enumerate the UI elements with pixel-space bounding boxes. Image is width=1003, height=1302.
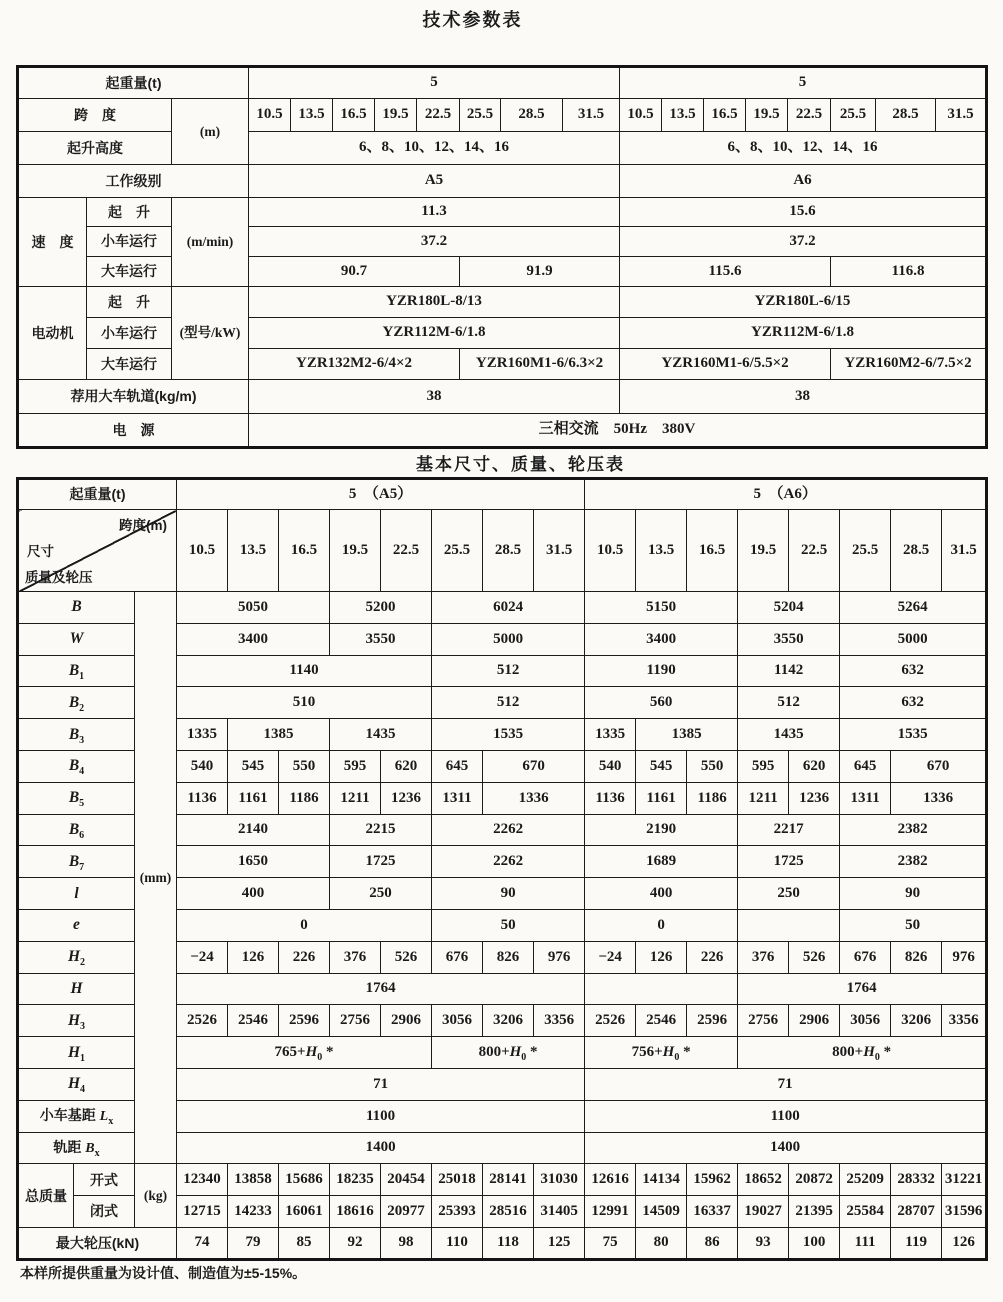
value-cell: YZR160M1-6/5.5×2 (620, 349, 831, 380)
column-header: 19.5 (375, 99, 417, 132)
dimension-label: H (18, 973, 135, 1005)
value-cell: 5000 (432, 623, 585, 655)
value-cell: A6 (620, 165, 987, 198)
row-label: 起 升 (87, 198, 172, 227)
value-cell: 3206 (483, 1005, 534, 1037)
value-cell: 976 (534, 941, 585, 973)
value-cell: 1650 (177, 846, 330, 878)
value-cell: 3056 (432, 1005, 483, 1037)
value-cell: 28516 (483, 1196, 534, 1228)
value-cell: 540 (585, 750, 636, 782)
value-cell: 1136 (585, 782, 636, 814)
dimension-label: $H_2$ (18, 941, 135, 973)
dimension-label: $B_7$ (18, 846, 135, 878)
value-cell: 1764 (177, 973, 585, 1005)
value-cell: 126 (636, 941, 687, 973)
value-cell: 400 (177, 878, 330, 910)
column-header: 25.5 (432, 510, 483, 592)
value-cell: 5 (249, 67, 620, 99)
value-cell (585, 973, 738, 1005)
dimension-label: $H_4$ (18, 1068, 135, 1100)
value-cell: 110 (432, 1227, 483, 1259)
dimension-label: $B_1$ (18, 655, 135, 687)
value-cell: 1142 (738, 655, 840, 687)
top-table-title: 技术参数表 (422, 10, 523, 30)
row-label: 起重量(t) (18, 67, 249, 99)
dimension-label: l (18, 878, 135, 910)
value-cell: 5 （A5） (177, 479, 585, 510)
value-cell: 1725 (738, 846, 840, 878)
value-cell: 6、8、10、12、14、16 (620, 132, 987, 165)
value-cell: 25584 (840, 1196, 891, 1228)
value-cell: 1236 (381, 782, 432, 814)
value-cell: 400 (585, 878, 738, 910)
value-cell: YZR112M-6/1.8 (249, 318, 620, 349)
value-cell: 5000 (840, 623, 987, 655)
value-cell: 550 (687, 750, 738, 782)
value-cell: 676 (432, 941, 483, 973)
value-cell: YZR180L-8/13 (249, 287, 620, 318)
column-header: 25.5 (840, 510, 891, 592)
value-cell: 632 (840, 655, 987, 687)
row-label: 跨 度 (18, 99, 172, 132)
value-cell: YZR160M1-6/6.3×2 (460, 349, 620, 380)
column-header: 25.5 (831, 99, 876, 132)
value-cell: 100 (789, 1227, 840, 1259)
column-header: 10.5 (585, 510, 636, 592)
value-cell: 1100 (177, 1100, 585, 1132)
row-label: 闭式 (74, 1196, 135, 1228)
value-cell: −24 (585, 941, 636, 973)
row-label: 最大轮压(kN) (18, 1227, 177, 1259)
column-header: 28.5 (876, 99, 936, 132)
value-cell: $800+H_0$ * (432, 1037, 585, 1069)
value-cell: 20977 (381, 1196, 432, 1228)
value-cell: 226 (279, 941, 330, 973)
value-cell: 5200 (330, 592, 432, 624)
value-cell: 12340 (177, 1164, 228, 1196)
value-cell: 1140 (177, 655, 432, 687)
value-cell: 595 (330, 750, 381, 782)
value-cell: 25393 (432, 1196, 483, 1228)
value-cell: 1161 (228, 782, 279, 814)
value-cell: 50 (432, 909, 585, 941)
value-cell: 15.6 (620, 198, 987, 227)
column-header: 13.5 (291, 99, 333, 132)
value-cell: 645 (840, 750, 891, 782)
value-cell: 15686 (279, 1164, 330, 1196)
value-cell: 12616 (585, 1164, 636, 1196)
value-cell: YZR132M2-6/4×2 (249, 349, 460, 380)
value-cell: 86 (687, 1227, 738, 1259)
value-cell: 1764 (738, 973, 987, 1005)
value-cell: 3356 (942, 1005, 987, 1037)
value-cell: 71 (585, 1068, 987, 1100)
value-cell: 632 (840, 687, 987, 719)
column-header: 13.5 (228, 510, 279, 592)
value-cell: 545 (636, 750, 687, 782)
value-cell: 2546 (228, 1005, 279, 1037)
value-cell: 125 (534, 1227, 585, 1259)
dimension-label: e (18, 909, 135, 941)
value-cell: 14134 (636, 1164, 687, 1196)
value-cell: 71 (177, 1068, 585, 1100)
value-cell: 16061 (279, 1196, 330, 1228)
row-label: 工作级别 (18, 165, 249, 198)
value-cell: 18235 (330, 1164, 381, 1196)
value-cell: 38 (249, 380, 620, 414)
value-cell: 2140 (177, 814, 330, 846)
value-cell: 1336 (891, 782, 987, 814)
value-cell: 2596 (687, 1005, 738, 1037)
value-cell: 28332 (891, 1164, 942, 1196)
value-cell: 12715 (177, 1196, 228, 1228)
row-label: 速 度 (18, 198, 87, 287)
value-cell: 38 (620, 380, 987, 414)
value-cell: 6024 (432, 592, 585, 624)
value-cell: 111 (840, 1227, 891, 1259)
column-header: 28.5 (891, 510, 942, 592)
value-cell: 90 (432, 878, 585, 910)
value-cell: 676 (840, 941, 891, 973)
value-cell: 5050 (177, 592, 330, 624)
dimensions-mass-wheel-pressure-table (16, 477, 988, 1261)
column-header: 16.5 (704, 99, 746, 132)
value-cell: 3400 (177, 623, 330, 655)
row-label: 开式 (74, 1164, 135, 1196)
value-cell: 91.9 (460, 257, 620, 287)
value-cell: 670 (483, 750, 585, 782)
row-label: 电 源 (18, 414, 249, 448)
column-header: 19.5 (738, 510, 789, 592)
value-cell: 2906 (381, 1005, 432, 1037)
column-header: 31.5 (534, 510, 585, 592)
value-cell: 1435 (738, 719, 840, 751)
unit-label: (型号/kW) (172, 287, 249, 380)
value-cell: 31221 (942, 1164, 987, 1196)
bottom-table-title: 基本尺寸、质量、轮压表 (416, 455, 625, 474)
column-header: 28.5 (483, 510, 534, 592)
value-cell: 31596 (942, 1196, 987, 1228)
value-cell: 1211 (330, 782, 381, 814)
value-cell: 1190 (585, 655, 738, 687)
value-cell: 250 (738, 878, 840, 910)
value-cell (738, 909, 840, 941)
value-cell: 510 (177, 687, 432, 719)
value-cell: 2526 (585, 1005, 636, 1037)
column-header: 31.5 (936, 99, 987, 132)
value-cell: 250 (330, 878, 432, 910)
value-cell: 1100 (585, 1100, 987, 1132)
value-cell: 19027 (738, 1196, 789, 1228)
value-cell: 1435 (330, 719, 432, 751)
row-label: 小车基距 $L_x$ (18, 1100, 135, 1132)
column-header: 19.5 (746, 99, 788, 132)
value-cell: 37.2 (249, 227, 620, 257)
dimension-label: B (18, 592, 135, 624)
row-label: 大车运行 (87, 257, 172, 287)
row-label: 荐用大车轨道(kg/m) (18, 380, 249, 414)
value-cell: 5204 (738, 592, 840, 624)
value-cell: 560 (585, 687, 738, 719)
value-cell: 1725 (330, 846, 432, 878)
value-cell: 115.6 (620, 257, 831, 287)
value-cell: 5150 (585, 592, 738, 624)
column-header: 10.5 (620, 99, 662, 132)
column-header: 13.5 (636, 510, 687, 592)
value-cell: 2217 (738, 814, 840, 846)
dimension-label: $B_5$ (18, 782, 135, 814)
column-header: 16.5 (333, 99, 375, 132)
value-cell: 25018 (432, 1164, 483, 1196)
value-cell: 16337 (687, 1196, 738, 1228)
value-cell: 2382 (840, 846, 987, 878)
value-cell: 1535 (840, 719, 987, 751)
value-cell: 2756 (738, 1005, 789, 1037)
value-cell: YZR112M-6/1.8 (620, 318, 987, 349)
value-cell: 620 (381, 750, 432, 782)
value-cell: 2756 (330, 1005, 381, 1037)
row-label: 小车运行 (87, 227, 172, 257)
value-cell: 670 (891, 750, 987, 782)
value-cell: 512 (432, 655, 585, 687)
value-cell: 21395 (789, 1196, 840, 1228)
value-cell: 118 (483, 1227, 534, 1259)
value-cell: 1311 (840, 782, 891, 814)
value-cell: A5 (249, 165, 620, 198)
value-cell: 74 (177, 1227, 228, 1259)
value-cell: 6、8、10、12、14、16 (249, 132, 620, 165)
value-cell: $756+H_0$ * (585, 1037, 738, 1069)
row-label: 轨距 $B_x$ (18, 1132, 135, 1164)
column-header: 22.5 (789, 510, 840, 592)
value-cell: 3550 (330, 623, 432, 655)
value-cell: 1211 (738, 782, 789, 814)
value-cell: −24 (177, 941, 228, 973)
value-cell: 1400 (585, 1132, 987, 1164)
value-cell: 2262 (432, 846, 585, 878)
value-cell: 2526 (177, 1005, 228, 1037)
value-cell: 119 (891, 1227, 942, 1259)
value-cell: 1689 (585, 846, 738, 878)
value-cell: 1385 (636, 719, 738, 751)
value-cell: 92 (330, 1227, 381, 1259)
value-cell: 526 (789, 941, 840, 973)
value-cell: 126 (228, 941, 279, 973)
value-cell: 1311 (432, 782, 483, 814)
row-label: 电动机 (18, 287, 87, 380)
unit-label: (m/min) (172, 198, 249, 287)
value-cell: $765+H_0$ * (177, 1037, 432, 1069)
corner-left-label: 尺寸 (27, 544, 54, 559)
unit-label: (kg) (135, 1164, 177, 1228)
value-cell: 512 (432, 687, 585, 719)
column-header: 19.5 (330, 510, 381, 592)
column-header: 10.5 (177, 510, 228, 592)
value-cell: 1161 (636, 782, 687, 814)
value-cell: 1385 (228, 719, 330, 751)
row-label: 总质量 (18, 1164, 74, 1228)
value-cell: 3356 (534, 1005, 585, 1037)
value-cell: 1336 (483, 782, 585, 814)
value-cell: 1400 (177, 1132, 585, 1164)
value-cell: 50 (840, 909, 987, 941)
value-cell: 2596 (279, 1005, 330, 1037)
value-cell: $800+H_0$ * (738, 1037, 987, 1069)
value-cell: 826 (483, 941, 534, 973)
corner-top-label: 跨度(m) (119, 518, 168, 533)
column-header: 16.5 (687, 510, 738, 592)
value-cell: 645 (432, 750, 483, 782)
value-cell: 12991 (585, 1196, 636, 1228)
value-cell: YZR160M2-6/7.5×2 (831, 349, 987, 380)
dimension-label: $B_6$ (18, 814, 135, 846)
dimension-label: $H_3$ (18, 1005, 135, 1037)
value-cell: 93 (738, 1227, 789, 1259)
value-cell: 18652 (738, 1164, 789, 1196)
value-cell: 126 (942, 1227, 987, 1259)
value-cell: 376 (738, 941, 789, 973)
dimension-label: $H_1$ (18, 1037, 135, 1069)
value-cell: 1236 (789, 782, 840, 814)
value-cell: 2546 (636, 1005, 687, 1037)
column-header: 22.5 (381, 510, 432, 592)
value-cell: 620 (789, 750, 840, 782)
column-header: 31.5 (563, 99, 620, 132)
value-cell: 5 (620, 67, 987, 99)
row-label: 大车运行 (87, 349, 172, 380)
value-cell: 5264 (840, 592, 987, 624)
value-cell: 2906 (789, 1005, 840, 1037)
value-cell: 376 (330, 941, 381, 973)
value-cell: 18616 (330, 1196, 381, 1228)
value-cell: 11.3 (249, 198, 620, 227)
value-cell: 595 (738, 750, 789, 782)
dimension-label: $B_3$ (18, 719, 135, 751)
value-cell: 512 (738, 687, 840, 719)
value-cell: 0 (585, 909, 738, 941)
footnote: 本样所提供重量为设计值、制造值为±5-15%。 (20, 1265, 307, 1281)
value-cell: 28707 (891, 1196, 942, 1228)
column-header: 31.5 (942, 510, 987, 592)
value-cell: 14509 (636, 1196, 687, 1228)
value-cell: 14233 (228, 1196, 279, 1228)
value-cell: 2262 (432, 814, 585, 846)
value-cell: 25209 (840, 1164, 891, 1196)
value-cell: 1186 (279, 782, 330, 814)
value-cell: 2190 (585, 814, 738, 846)
value-cell: 526 (381, 941, 432, 973)
value-cell: 3550 (738, 623, 840, 655)
value-cell: 15962 (687, 1164, 738, 1196)
value-cell: YZR180L-6/15 (620, 287, 987, 318)
value-cell: 31405 (534, 1196, 585, 1228)
value-cell: 1136 (177, 782, 228, 814)
value-cell: 28141 (483, 1164, 534, 1196)
value-cell: 540 (177, 750, 228, 782)
value-cell: 226 (687, 941, 738, 973)
unit-label: (m) (172, 99, 249, 165)
value-cell: 75 (585, 1227, 636, 1259)
value-cell: 79 (228, 1227, 279, 1259)
value-cell: 90.7 (249, 257, 460, 287)
corner-bottom-label: 质量及轮压 (25, 570, 93, 586)
row-label: 小车运行 (87, 318, 172, 349)
value-cell: 80 (636, 1227, 687, 1259)
value-cell: 90 (840, 878, 987, 910)
value-cell: 5 （A6） (585, 479, 987, 510)
value-cell: 三相交流 50Hz 380V (249, 414, 987, 448)
corner-header-cell (18, 510, 177, 592)
value-cell: 20454 (381, 1164, 432, 1196)
value-cell: 826 (891, 941, 942, 973)
value-cell: 3206 (891, 1005, 942, 1037)
dimension-label: $B_2$ (18, 687, 135, 719)
value-cell: 550 (279, 750, 330, 782)
value-cell: 85 (279, 1227, 330, 1259)
value-cell: 1186 (687, 782, 738, 814)
technical-parameters-table (16, 65, 988, 449)
column-header: 25.5 (460, 99, 501, 132)
value-cell: 1335 (585, 719, 636, 751)
value-cell: 545 (228, 750, 279, 782)
value-cell: 37.2 (620, 227, 987, 257)
column-header: 13.5 (662, 99, 704, 132)
column-header: 22.5 (417, 99, 460, 132)
value-cell: 2215 (330, 814, 432, 846)
value-cell: 20872 (789, 1164, 840, 1196)
row-label: 起重量(t) (18, 479, 177, 510)
column-header: 28.5 (501, 99, 563, 132)
value-cell: 3056 (840, 1005, 891, 1037)
unit-label: (mm) (135, 592, 177, 1164)
value-cell: 1535 (432, 719, 585, 751)
value-cell: 98 (381, 1227, 432, 1259)
value-cell: 31030 (534, 1164, 585, 1196)
value-cell: 0 (177, 909, 432, 941)
dimension-label: W (18, 623, 135, 655)
column-header: 16.5 (279, 510, 330, 592)
value-cell: 3400 (585, 623, 738, 655)
value-cell: 2382 (840, 814, 987, 846)
dimension-label: $B_4$ (18, 750, 135, 782)
column-header: 10.5 (249, 99, 291, 132)
value-cell: 13858 (228, 1164, 279, 1196)
row-label: 起升高度 (18, 132, 172, 165)
row-label: 起 升 (87, 287, 172, 318)
value-cell: 1335 (177, 719, 228, 751)
value-cell: 116.8 (831, 257, 987, 287)
value-cell: 976 (942, 941, 987, 973)
column-header: 22.5 (788, 99, 831, 132)
